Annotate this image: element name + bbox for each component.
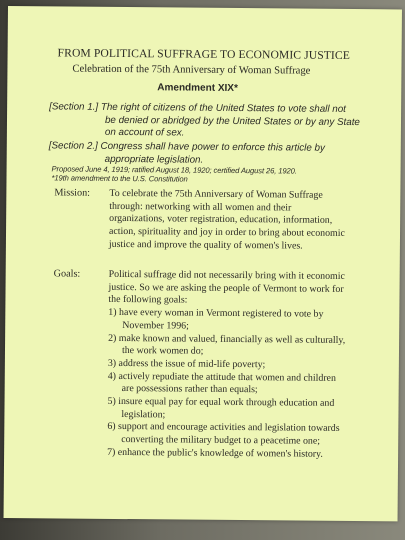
goal-item-6-cont: converting the military budget to a peacetime one; [121,434,321,447]
mission-line: action, spirituality and joy in order to bring about economic [108,225,345,240]
goals-intro-line: justice. So we are asking the people of Vermont to work for [108,281,344,295]
goal-item-4: 4) actively repudiate the attitude that women and children [107,370,336,384]
amendment-heading: Amendment XIX* [157,82,238,95]
goal-item-5-cont: legislation; [121,408,166,421]
paper-page [4,6,402,521]
goal-item-6: 6) support and encourage activities and legislation towards [107,421,340,435]
goal-item-2-cont: the work women do; [121,345,204,357]
document-title: FROM POLITICAL SUFFRAGE TO ECONOMIC JUSTICE [57,46,350,62]
goals-intro-line: the following goals: [108,294,188,306]
section-1 [49,101,369,142]
footnote: *19th amendment to the U.S. Constitution [51,173,188,184]
goal-item-1: 1) have every woman in Vermont registered to vote by [108,306,324,320]
goal-item-3: 3) address the issue of mid-life poverty; [107,357,266,371]
goal-item-7: 7) enhance the public's knowledge of women's history. [107,446,323,460]
document-subtitle: Celebration of the 75th Anniversary of Woman Suffrage [72,63,311,77]
goal-item-1-cont: November 1996; [122,319,189,332]
section-2-line-1: [Section 2.] Congress shall have power to enforce this article by [48,140,325,154]
mission-line: through: networking with all women and their [109,200,292,214]
goals-intro-line: Political suffrage did not necessarily bring with it economic [108,268,345,282]
proposed-line: Proposed June 4, 1919; ratified August 18, 1920; certified August 26, 1920. [51,164,297,176]
mission-line: To celebrate the 75th Anniversary of Woman Suffrage [109,187,323,201]
goal-item-5: 5) insure equal pay for equal work through education and [107,395,335,409]
goals-label: Goals: [53,268,81,280]
section-1-line-3: on account of sex. [104,127,185,139]
ratification-note [51,164,381,185]
goal-item-4-cont: are possessions rather than equals; [121,383,258,396]
mission-text [109,188,370,254]
page-content [4,6,402,521]
section-1-line-1: [Section 1.] The right of citizens of the United States to vote shall not [49,101,346,115]
goal-item-2: 2) make known and valued, financially as well as culturally, [108,332,346,346]
goals-text [107,269,369,462]
mission-line: organizations, voter registration, education, information, [109,213,333,227]
mission-label: Mission: [54,187,91,199]
mission-line: justice and improve the quality of women's lives. [108,238,303,252]
section-2-line-2: appropriate legislation. [104,153,204,166]
section-1-line-2: be denied or abridged by the United States or by any State [104,114,360,128]
